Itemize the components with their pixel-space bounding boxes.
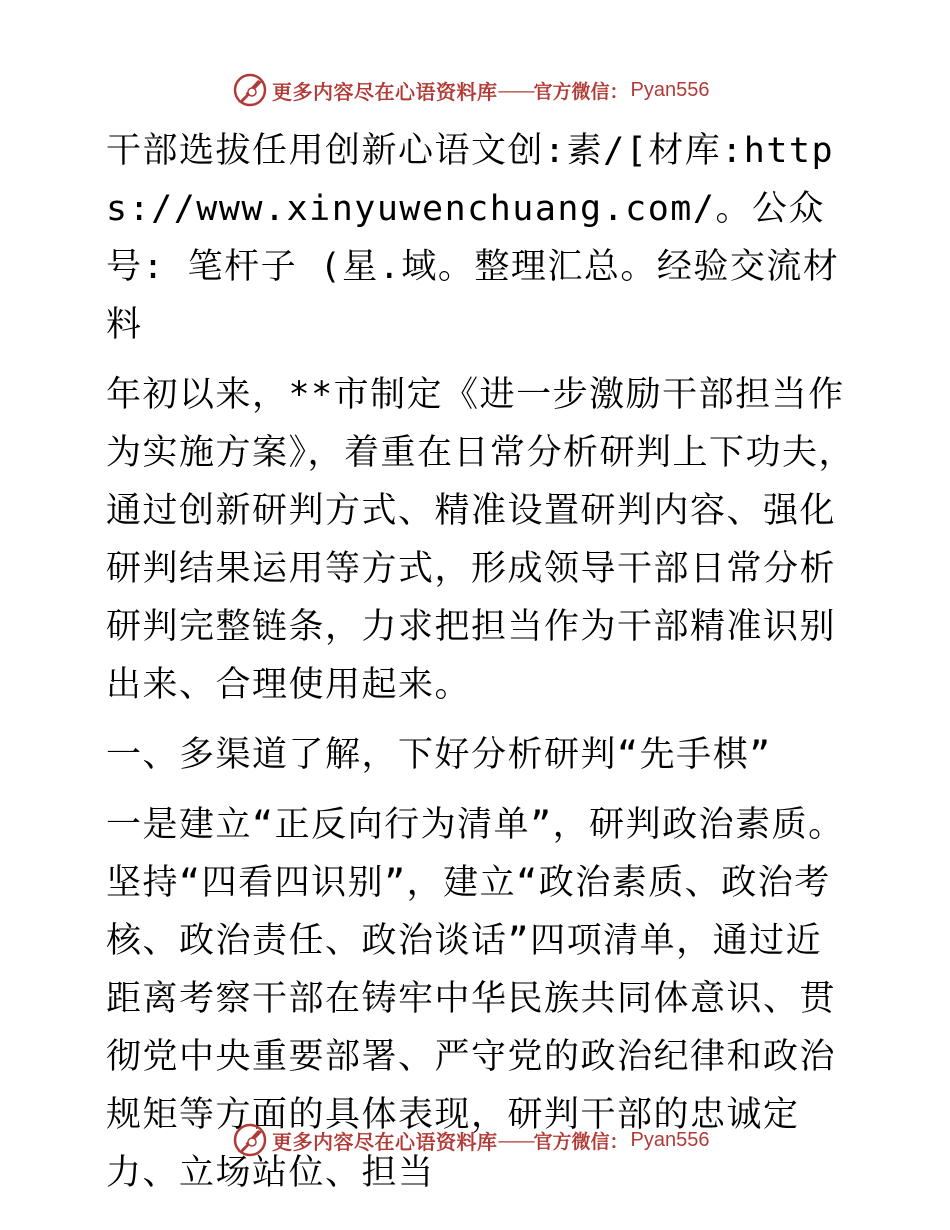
banner-wechat-id: Pyan556 <box>630 78 710 101</box>
paragraph-body: 一是建立“正反向行为清单”，研判政治素质。坚持“四看四识别”，建立“政治素质、政治考核、政治责任、政治谈话”四项清单，通过近距离考察干部在铸牢中华民族共同体意识、贯彻党中央重要部署、严守党的政治纪律和政治规矩等方面的具体表现，研判干部的忠诚定力、立场站位、担当 <box>106 805 845 1193</box>
footer-watermark-banner <box>232 1120 709 1160</box>
quill-pen-logo-icon <box>232 1122 268 1158</box>
banner-wechat-label: 官方微信： <box>533 1130 629 1153</box>
section-heading: 一、多渠道了解，下好分析研判“先手棋” <box>106 735 772 775</box>
banner-wechat-id: Pyan556 <box>630 1128 710 1151</box>
banner-separator: —— <box>497 1128 534 1152</box>
header-watermark-banner <box>232 70 709 110</box>
banner-text: 更多内容尽在心语资料库 <box>272 1129 498 1154</box>
banner-text: 更多内容尽在心语资料库 <box>272 79 498 104</box>
quill-pen-logo-icon <box>232 72 268 108</box>
paragraph-overview: 年初以来，**市制定《进一步激励干部担当作为实施方案》，着重在日常分析研判上下功夫，通过创新研判方式、精准设置研判内容、强化研判结果运用等方式，形成领导干部日常分析研判完整链条，力求把担当作为干部精准识别出来、合理使用起来。 <box>106 375 856 705</box>
banner-wechat-label: 官方微信： <box>533 80 629 103</box>
document-body <box>96 122 856 1202</box>
paragraph-intro: 干部选拔任用创新心语文创:素/[材库:https://www.xinyuwenchuang.com/。公众号: 笔杆子 (星.域。整理汇总。经验交流材料 <box>106 131 840 345</box>
banner-separator: —— <box>497 78 534 102</box>
